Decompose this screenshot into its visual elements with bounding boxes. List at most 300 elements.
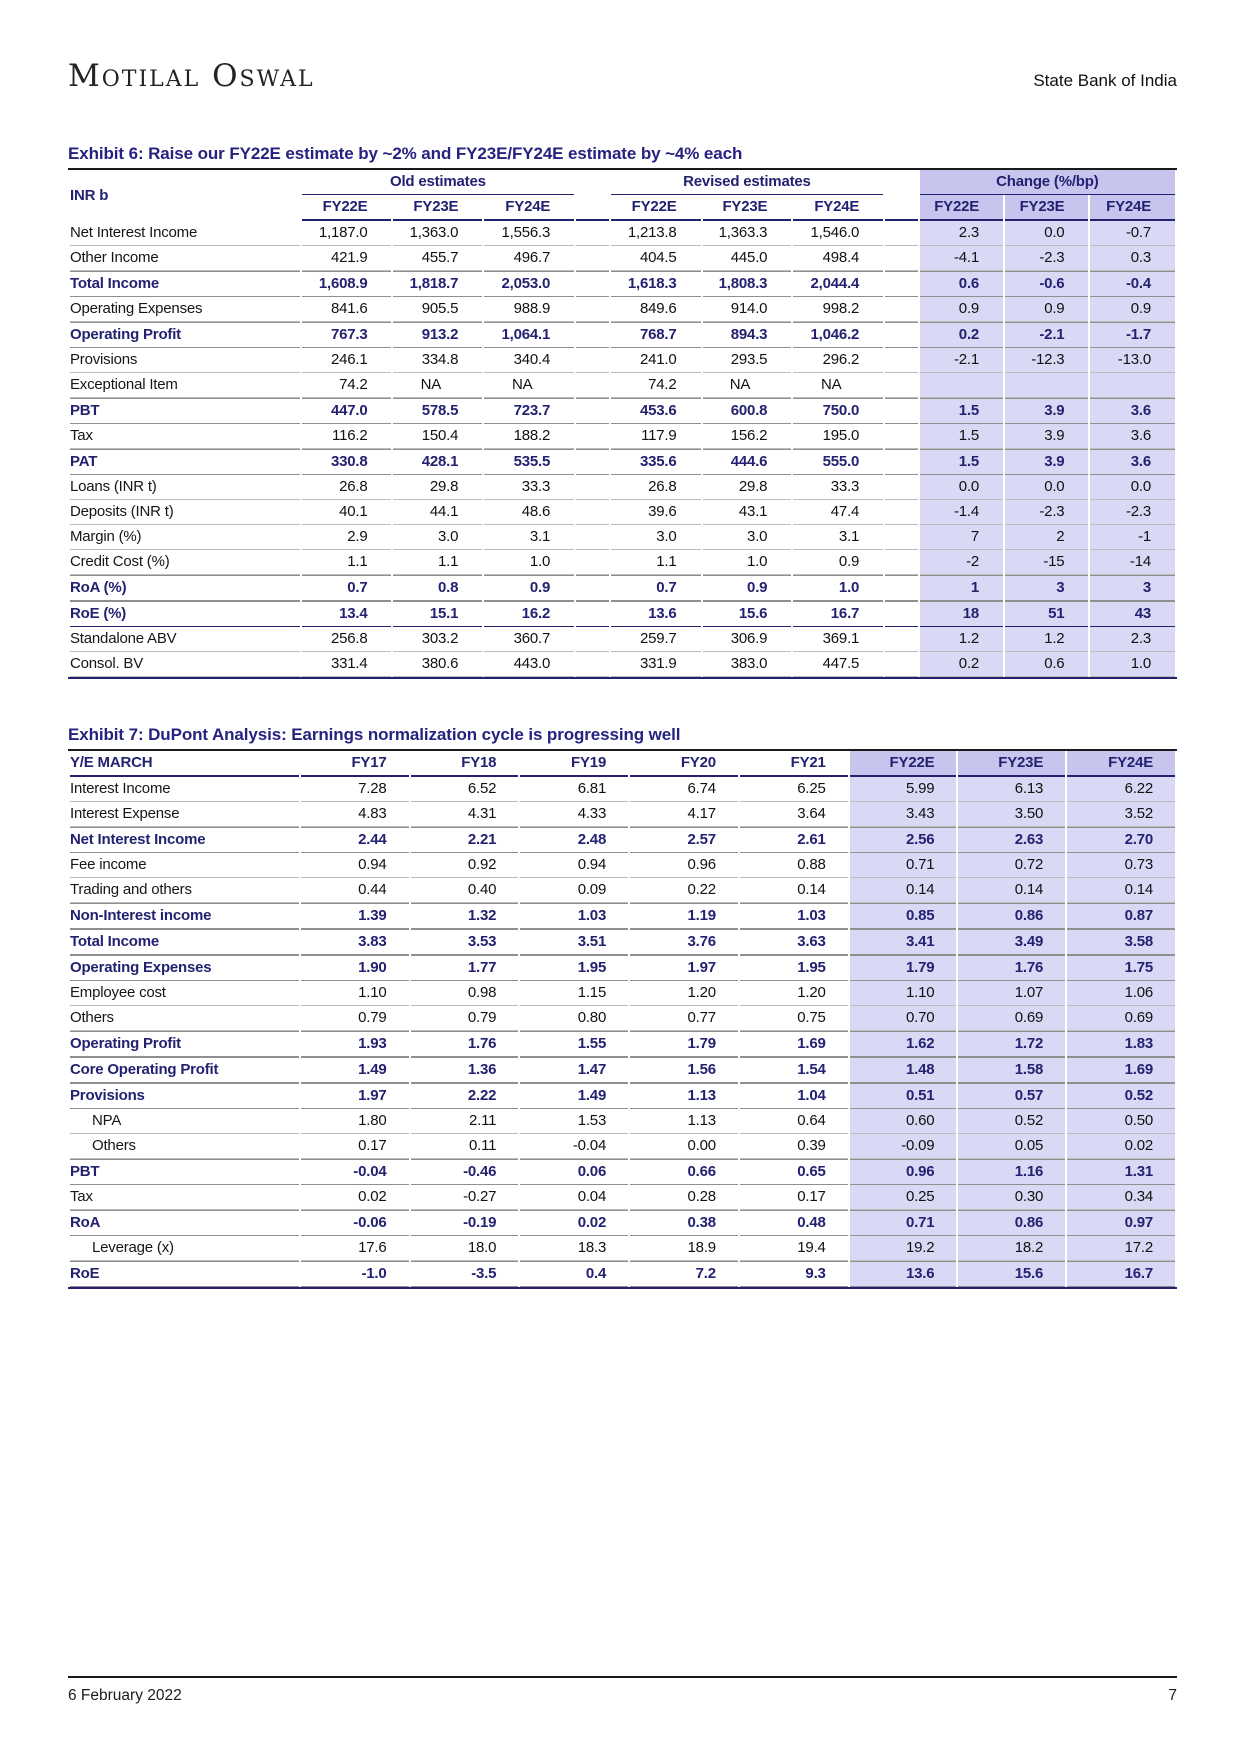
change-value: -2.1 <box>920 348 1003 373</box>
revised-estimate-value: 1,363.3 <box>703 221 792 246</box>
row-label: RoA (%) <box>70 575 300 601</box>
column-gap <box>885 575 917 601</box>
old-estimate-value: 841.6 <box>302 297 392 322</box>
row-label: Trading and others <box>70 878 299 903</box>
change-value: 1.5 <box>920 424 1003 449</box>
revised-estimate-value: 1,546.0 <box>793 221 883 246</box>
dupont-value: 1.49 <box>301 1057 409 1083</box>
column-gap <box>576 627 608 652</box>
table-row <box>70 424 1175 449</box>
revised-estimate-value: 15.6 <box>703 601 792 627</box>
change-value: -2.3 <box>1005 500 1088 525</box>
dupont-value: 1.97 <box>301 1083 409 1109</box>
old-estimate-value: 116.2 <box>302 424 392 449</box>
dupont-value: 3.52 <box>1067 802 1175 827</box>
table-row <box>70 373 1175 398</box>
revised-estimate-value: 117.9 <box>611 424 701 449</box>
column-gap <box>885 322 917 348</box>
dupont-value: 1.54 <box>740 1057 848 1083</box>
change-value: 0.6 <box>920 271 1003 297</box>
dupont-value: 6.25 <box>740 777 848 802</box>
old-estimate-value: 1.0 <box>484 550 574 575</box>
dupont-value: 1.20 <box>740 981 848 1006</box>
dupont-value: 0.94 <box>301 853 409 878</box>
dupont-value: 0.17 <box>301 1134 409 1159</box>
row-label: PBT <box>70 1159 299 1185</box>
dupont-value: 1.16 <box>958 1159 1065 1185</box>
company-title: State Bank of India <box>1033 71 1177 90</box>
revised-estimate-value: 914.0 <box>703 297 792 322</box>
dupont-value: 2.70 <box>1067 827 1175 853</box>
table-row <box>70 297 1175 322</box>
dupont-value: 4.31 <box>411 802 519 827</box>
column-gap <box>576 195 608 221</box>
dupont-value: 0.40 <box>411 878 519 903</box>
row-label: Interest Expense <box>70 802 299 827</box>
change-value: 0.3 <box>1090 246 1175 271</box>
old-estimate-value: 578.5 <box>393 398 482 424</box>
table-row <box>70 525 1175 550</box>
old-estimate-value: 44.1 <box>393 500 482 525</box>
dupont-value: 0.86 <box>958 1210 1065 1236</box>
revised-estimate-value: 1,213.8 <box>611 221 701 246</box>
dupont-value: 19.4 <box>740 1236 848 1261</box>
exhibit7-table <box>68 751 1177 1287</box>
exhibit7-table-wrap <box>68 751 1177 1289</box>
dupont-value: -0.46 <box>411 1159 519 1185</box>
col-header-inr-b: INR b <box>70 186 109 204</box>
change-value: -14 <box>1090 550 1175 575</box>
row-label: Consol. BV <box>70 652 300 677</box>
old-estimate-value: 1,363.0 <box>393 221 482 246</box>
change-value: 0.9 <box>1005 297 1088 322</box>
revised-estimate-value: 404.5 <box>611 246 701 271</box>
dupont-value: 1.53 <box>520 1109 628 1134</box>
exhibit6-tbody <box>70 221 1175 677</box>
column-gap <box>576 398 608 424</box>
old-estimate-value: 421.9 <box>302 246 392 271</box>
dupont-value: 0.79 <box>301 1006 409 1031</box>
table-row <box>70 1057 1175 1083</box>
table-row <box>70 475 1175 500</box>
change-value <box>1005 373 1088 398</box>
column-gap <box>885 601 917 627</box>
dupont-value: 1.31 <box>1067 1159 1175 1185</box>
change-value: 2.3 <box>1090 627 1175 652</box>
change-value: 2 <box>1005 525 1088 550</box>
dupont-value: 3.63 <box>740 929 848 955</box>
old-estimate-value: 334.8 <box>393 348 482 373</box>
old-estimate-value: 988.9 <box>484 297 574 322</box>
dupont-value: 19.2 <box>850 1236 957 1261</box>
change-value: 0.0 <box>920 475 1003 500</box>
dupont-value: 0.52 <box>1067 1083 1175 1109</box>
dupont-value: 3.51 <box>520 929 628 955</box>
col-header-old-fy24e: FY24E <box>484 195 574 221</box>
row-label: Loans (INR t) <box>70 475 300 500</box>
change-value: 18 <box>920 601 1003 627</box>
change-value: 1.5 <box>920 449 1003 475</box>
exhibit6-title: Exhibit 6: Raise our FY22E estimate by ~2% and FY23E/FY24E estimate by ~4% each <box>68 144 1177 170</box>
change-value: 3.6 <box>1090 449 1175 475</box>
dupont-value: 0.14 <box>850 878 957 903</box>
row-label: RoE (%) <box>70 601 300 627</box>
dupont-value: 1.76 <box>411 1031 519 1057</box>
dupont-value: 1.79 <box>850 955 957 981</box>
dupont-value: 0.4 <box>520 1261 628 1287</box>
table-row <box>70 1236 1175 1261</box>
old-estimate-value: 380.6 <box>393 652 482 677</box>
dupont-value: 6.74 <box>630 777 738 802</box>
change-value: 3.6 <box>1090 398 1175 424</box>
dupont-value: 7.2 <box>630 1261 738 1287</box>
dupont-value: 18.3 <box>520 1236 628 1261</box>
old-estimate-value: 2,053.0 <box>484 271 574 297</box>
dupont-value: 3.43 <box>850 802 957 827</box>
table-row <box>70 955 1175 981</box>
table-row <box>70 398 1175 424</box>
row-label: PAT <box>70 449 300 475</box>
old-estimate-value: 188.2 <box>484 424 574 449</box>
old-estimate-value: NA <box>484 373 574 398</box>
dupont-value: 0.34 <box>1067 1185 1175 1210</box>
dupont-value: -0.04 <box>301 1159 409 1185</box>
dupont-value: 15.6 <box>958 1261 1065 1287</box>
column-gap <box>576 652 608 677</box>
row-label: Net Interest Income <box>70 221 300 246</box>
row-label: Tax <box>70 424 300 449</box>
dupont-value: 0.65 <box>740 1159 848 1185</box>
col-group-old-estimates: Old estimates <box>302 170 575 195</box>
dupont-value: 3.41 <box>850 929 957 955</box>
change-value: 1.2 <box>920 627 1003 652</box>
change-value: -12.3 <box>1005 348 1088 373</box>
col-header-change-fy23e: FY23E <box>1005 195 1088 221</box>
dupont-value: 0.97 <box>1067 1210 1175 1236</box>
dupont-value: 0.94 <box>520 853 628 878</box>
dupont-value: 1.69 <box>1067 1057 1175 1083</box>
table-row <box>70 1210 1175 1236</box>
footer-page-number: 7 <box>1168 1687 1177 1704</box>
dupont-value: 6.52 <box>411 777 519 802</box>
change-value: -2.3 <box>1090 500 1175 525</box>
dupont-value: 0.96 <box>630 853 738 878</box>
column-gap <box>576 246 608 271</box>
table-row <box>70 1159 1175 1185</box>
dupont-value: 1.13 <box>630 1083 738 1109</box>
revised-estimate-value: 750.0 <box>793 398 883 424</box>
revised-estimate-value: 74.2 <box>611 373 701 398</box>
change-value: 0.6 <box>1005 652 1088 677</box>
table-row <box>70 827 1175 853</box>
dupont-value: 13.6 <box>850 1261 957 1287</box>
table-row <box>70 221 1175 246</box>
table-row <box>70 271 1175 297</box>
dupont-value: 1.69 <box>740 1031 848 1057</box>
row-label: RoA <box>70 1210 299 1236</box>
col-header-change-fy22e: FY22E <box>920 195 1003 221</box>
row-label: Total Income <box>70 271 300 297</box>
dupont-value: 2.11 <box>411 1109 519 1134</box>
column-gap <box>885 500 917 525</box>
column-gap <box>576 575 608 601</box>
old-estimate-value: 29.8 <box>393 475 482 500</box>
old-estimate-value: 16.2 <box>484 601 574 627</box>
row-label: Margin (%) <box>70 525 300 550</box>
row-label: Provisions <box>70 348 300 373</box>
old-estimate-value: 447.0 <box>302 398 392 424</box>
dupont-value: 3.76 <box>630 929 738 955</box>
row-label: Leverage (x) <box>70 1236 299 1261</box>
old-estimate-value: 13.4 <box>302 601 392 627</box>
change-value: 1 <box>920 575 1003 601</box>
revised-estimate-value: 0.7 <box>611 575 701 601</box>
row-label: Non-Interest income <box>70 903 299 929</box>
change-value: 7 <box>920 525 1003 550</box>
row-label: Other Income <box>70 246 300 271</box>
dupont-value: 1.07 <box>958 981 1065 1006</box>
dupont-value: 5.99 <box>850 777 957 802</box>
dupont-value: 17.6 <box>301 1236 409 1261</box>
dupont-value: 0.86 <box>958 903 1065 929</box>
dupont-value: 0.02 <box>520 1210 628 1236</box>
revised-estimate-value: 555.0 <box>793 449 883 475</box>
column-gap <box>885 170 917 195</box>
row-label: Total Income <box>70 929 299 955</box>
dupont-value: 1.19 <box>630 903 738 929</box>
dupont-value: 0.69 <box>1067 1006 1175 1031</box>
dupont-value: 0.14 <box>958 878 1065 903</box>
col-header-change-fy24e: FY24E <box>1090 195 1175 221</box>
dupont-value: 1.20 <box>630 981 738 1006</box>
dupont-value: 0.80 <box>520 1006 628 1031</box>
revised-estimate-value: 29.8 <box>703 475 792 500</box>
table-row <box>70 601 1175 627</box>
column-gap <box>576 322 608 348</box>
table-row <box>70 981 1175 1006</box>
old-estimate-value: 360.7 <box>484 627 574 652</box>
dupont-value: 0.48 <box>740 1210 848 1236</box>
dupont-value: 0.14 <box>740 878 848 903</box>
table-row <box>70 348 1175 373</box>
dupont-value: 1.62 <box>850 1031 957 1057</box>
dupont-value: -0.27 <box>411 1185 519 1210</box>
revised-estimate-value: 241.0 <box>611 348 701 373</box>
dupont-value: 0.30 <box>958 1185 1065 1210</box>
dupont-value: 0.88 <box>740 853 848 878</box>
change-value: 0.0 <box>1090 475 1175 500</box>
footer-date: 6 February 2022 <box>68 1687 182 1704</box>
brand-logo: Motilal Oswal <box>68 58 315 94</box>
dupont-value: 0.96 <box>850 1159 957 1185</box>
dupont-value: 0.71 <box>850 853 957 878</box>
change-value: 2.3 <box>920 221 1003 246</box>
change-value: -0.4 <box>1090 271 1175 297</box>
dupont-value: 1.97 <box>630 955 738 981</box>
revised-estimate-value: 39.6 <box>611 500 701 525</box>
table-row <box>70 500 1175 525</box>
dupont-value: 1.95 <box>520 955 628 981</box>
old-estimate-value: 15.1 <box>393 601 482 627</box>
page-footer <box>68 1676 1177 1705</box>
old-estimate-value: 905.5 <box>393 297 482 322</box>
col-header-fy18: FY18 <box>411 751 519 777</box>
column-gap <box>576 170 608 195</box>
dupont-value: 0.09 <box>520 878 628 903</box>
old-estimate-value: NA <box>393 373 482 398</box>
dupont-value: 1.95 <box>740 955 848 981</box>
change-value: -1.7 <box>1090 322 1175 348</box>
dupont-value: 1.13 <box>630 1109 738 1134</box>
row-label: Others <box>70 1006 299 1031</box>
dupont-value: 4.83 <box>301 802 409 827</box>
change-value: 0.9 <box>1090 297 1175 322</box>
exhibit7-title: Exhibit 7: DuPont Analysis: Earnings normalization cycle is progressing well <box>68 725 1177 751</box>
table-row <box>70 627 1175 652</box>
revised-estimate-value: 453.6 <box>611 398 701 424</box>
row-label: Interest Income <box>70 777 299 802</box>
old-estimate-value: 3.0 <box>393 525 482 550</box>
dupont-value: 1.58 <box>958 1057 1065 1083</box>
old-estimate-value: 428.1 <box>393 449 482 475</box>
row-label: Operating Profit <box>70 1031 299 1057</box>
dupont-value: 1.80 <box>301 1109 409 1134</box>
dupont-value: 0.51 <box>850 1083 957 1109</box>
col-header-ye-march: Y/E MARCH <box>70 751 299 777</box>
revised-estimate-value: 1,808.3 <box>703 271 792 297</box>
table-row <box>70 777 1175 802</box>
table-row <box>70 449 1175 475</box>
old-estimate-value: 1,064.1 <box>484 322 574 348</box>
dupont-value: 0.02 <box>1067 1134 1175 1159</box>
old-estimate-value: 330.8 <box>302 449 392 475</box>
change-value: -1 <box>1090 525 1175 550</box>
old-estimate-value: 26.8 <box>302 475 392 500</box>
revised-estimate-value: 444.6 <box>703 449 792 475</box>
dupont-value: 6.13 <box>958 777 1065 802</box>
dupont-value: 2.44 <box>301 827 409 853</box>
dupont-value: 1.06 <box>1067 981 1175 1006</box>
row-label: RoE <box>70 1261 299 1287</box>
change-value: -2.1 <box>1005 322 1088 348</box>
dupont-value: 1.03 <box>740 903 848 929</box>
dupont-value: 16.7 <box>1067 1261 1175 1287</box>
dupont-value: 1.76 <box>958 955 1065 981</box>
dupont-value: 1.36 <box>411 1057 519 1083</box>
dupont-value: -0.09 <box>850 1134 957 1159</box>
change-value: 0.2 <box>920 322 1003 348</box>
table-row <box>70 802 1175 827</box>
dupont-value: 0.11 <box>411 1134 519 1159</box>
dupont-value: -0.19 <box>411 1210 519 1236</box>
row-label: Operating Profit <box>70 322 300 348</box>
dupont-value: 17.2 <box>1067 1236 1175 1261</box>
column-gap <box>576 271 608 297</box>
dupont-value: -0.06 <box>301 1210 409 1236</box>
change-value: 0.9 <box>920 297 1003 322</box>
revised-estimate-value: NA <box>793 373 883 398</box>
revised-estimate-value: NA <box>703 373 792 398</box>
revised-estimate-value: 383.0 <box>703 652 792 677</box>
dupont-value: 0.77 <box>630 1006 738 1031</box>
dupont-value: 0.52 <box>958 1109 1065 1134</box>
dupont-value: 18.2 <box>958 1236 1065 1261</box>
dupont-value: 2.57 <box>630 827 738 853</box>
column-gap <box>885 246 917 271</box>
dupont-value: 0.73 <box>1067 853 1175 878</box>
dupont-value: 2.63 <box>958 827 1065 853</box>
revised-estimate-value: 998.2 <box>793 297 883 322</box>
change-value: -1.4 <box>920 500 1003 525</box>
old-estimate-value: 74.2 <box>302 373 392 398</box>
dupont-value: 4.17 <box>630 802 738 827</box>
row-label: Operating Expenses <box>70 955 299 981</box>
col-group-change: Change (%/bp) <box>920 170 1175 195</box>
column-gap <box>885 398 917 424</box>
row-label: Provisions <box>70 1083 299 1109</box>
dupont-value: 9.3 <box>740 1261 848 1287</box>
dupont-value: 0.44 <box>301 878 409 903</box>
dupont-value: 0.69 <box>958 1006 1065 1031</box>
dupont-value: 3.58 <box>1067 929 1175 955</box>
old-estimate-value: 256.8 <box>302 627 392 652</box>
change-value: -15 <box>1005 550 1088 575</box>
column-gap <box>576 348 608 373</box>
dupont-value: 2.48 <box>520 827 628 853</box>
revised-estimate-value: 335.6 <box>611 449 701 475</box>
old-estimate-value: 1.1 <box>393 550 482 575</box>
dupont-value: 0.71 <box>850 1210 957 1236</box>
revised-estimate-value: 1.1 <box>611 550 701 575</box>
old-estimate-value: 40.1 <box>302 500 392 525</box>
old-estimate-value: 3.1 <box>484 525 574 550</box>
column-gap <box>576 525 608 550</box>
col-header-old-fy23e: FY23E <box>393 195 482 221</box>
dupont-value: 3.53 <box>411 929 519 955</box>
revised-estimate-value: 306.9 <box>703 627 792 652</box>
change-value <box>920 373 1003 398</box>
dupont-value: 1.32 <box>411 903 519 929</box>
change-value: -0.6 <box>1005 271 1088 297</box>
old-estimate-value: 767.3 <box>302 322 392 348</box>
old-estimate-value: 303.2 <box>393 627 482 652</box>
dupont-value: 0.05 <box>958 1134 1065 1159</box>
dupont-value: 1.93 <box>301 1031 409 1057</box>
change-value: -2 <box>920 550 1003 575</box>
revised-estimate-value: 43.1 <box>703 500 792 525</box>
column-gap <box>885 652 917 677</box>
change-value: 3 <box>1090 575 1175 601</box>
dupont-value: 1.77 <box>411 955 519 981</box>
revised-estimate-value: 16.7 <box>793 601 883 627</box>
dupont-value: 2.61 <box>740 827 848 853</box>
old-estimate-value: 535.5 <box>484 449 574 475</box>
dupont-value: 6.22 <box>1067 777 1175 802</box>
row-label: Exceptional Item <box>70 373 300 398</box>
col-header-fy19: FY19 <box>520 751 628 777</box>
row-label: Operating Expenses <box>70 297 300 322</box>
dupont-value: 0.00 <box>630 1134 738 1159</box>
table-row <box>70 575 1175 601</box>
change-value: 1.2 <box>1005 627 1088 652</box>
old-estimate-value: 1,187.0 <box>302 221 392 246</box>
dupont-value: 0.75 <box>740 1006 848 1031</box>
table-row <box>70 1134 1175 1159</box>
dupont-value: 1.79 <box>630 1031 738 1057</box>
revised-estimate-value: 259.7 <box>611 627 701 652</box>
dupont-value: 0.28 <box>630 1185 738 1210</box>
revised-estimate-value: 0.9 <box>793 550 883 575</box>
